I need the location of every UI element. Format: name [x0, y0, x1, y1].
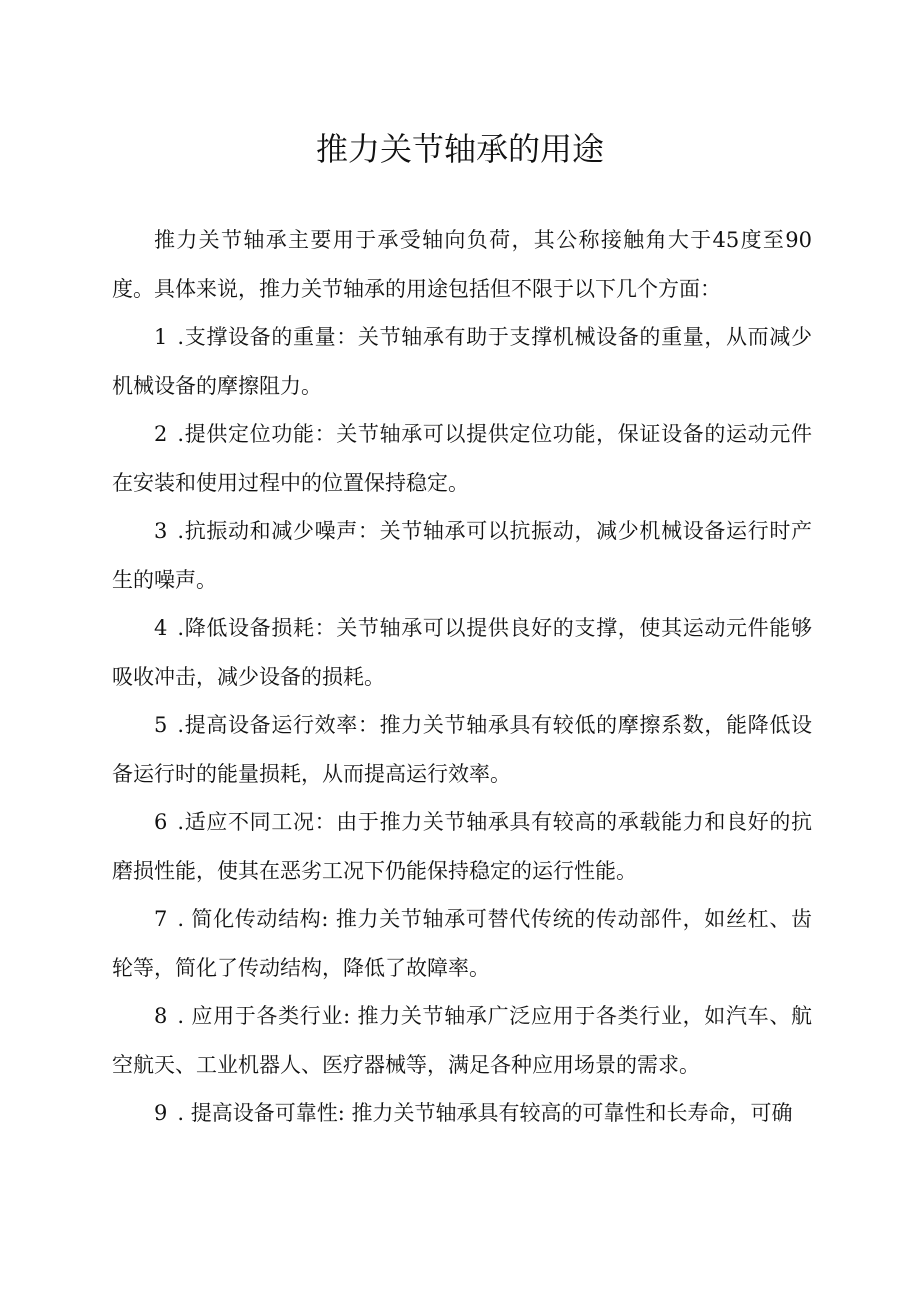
document-body	[112, 216, 812, 1138]
item-number: 8	[154, 1004, 168, 1028]
list-item	[112, 1089, 812, 1138]
item-number: 3	[154, 519, 168, 543]
list-item	[112, 992, 812, 1089]
list-item	[112, 604, 812, 701]
list-item	[112, 410, 812, 507]
item-text: . 简化传动结构: 推力关节轴承可替代传统的传动部件，如丝杠、齿轮等，简化了传动结构，降低了故障率。	[112, 907, 812, 980]
item-number: 1	[154, 325, 168, 349]
list-item	[112, 895, 812, 992]
item-text: .抗振动和减少噪声：关节轴承可以抗振动，减少机械设备运行时产生的噪声。	[112, 519, 812, 592]
intro-paragraph: 推力关节轴承主要用于承受轴向负荷，其公称接触角大于45度至90度。具体来说，推力关节轴承的用途包括但不限于以下几个方面：	[112, 228, 812, 301]
item-text: . 应用于各类行业: 推力关节轴承广泛应用于各类行业，如汽车、航空航天、工业机器人、医疗器械等，满足各种应用场景的需求。	[112, 1004, 812, 1077]
item-number: 6	[154, 810, 168, 834]
list-item	[112, 313, 812, 410]
list-item	[112, 798, 812, 895]
item-text: . 提高设备可靠性: 推力关节轴承具有较高的可靠性和长寿命，可确	[177, 1101, 793, 1125]
item-number: 5	[154, 713, 168, 737]
item-text: .降低设备损耗：关节轴承可以提供良好的支撑，使其运动元件能够吸收冲击，减少设备的损耗。	[112, 616, 812, 689]
list-item	[112, 507, 812, 604]
item-text: .支撑设备的重量：关节轴承有助于支撑机械设备的重量，从而减少机械设备的摩擦阻力。	[112, 325, 812, 398]
item-number: 2	[154, 422, 168, 446]
item-number: 9	[154, 1101, 168, 1125]
item-number: 4	[154, 616, 168, 640]
page-title: 推力关节轴承的用途	[315, 130, 604, 168]
item-text: .提供定位功能：关节轴承可以提供定位功能，保证设备的运动元件在安装和使用过程中的位置保持稳定。	[112, 422, 812, 495]
item-text: .适应不同工况：由于推力关节轴承具有较高的承载能力和良好的抗磨损性能，使其在恶劣工况下仍能保持稳定的运行性能。	[112, 810, 812, 883]
item-number: 7	[154, 907, 168, 931]
list-item	[112, 701, 812, 798]
item-text: .提高设备运行效率：推力关节轴承具有较低的摩擦系数，能降低设备运行时的能量损耗，从而提高运行效率。	[112, 713, 812, 786]
